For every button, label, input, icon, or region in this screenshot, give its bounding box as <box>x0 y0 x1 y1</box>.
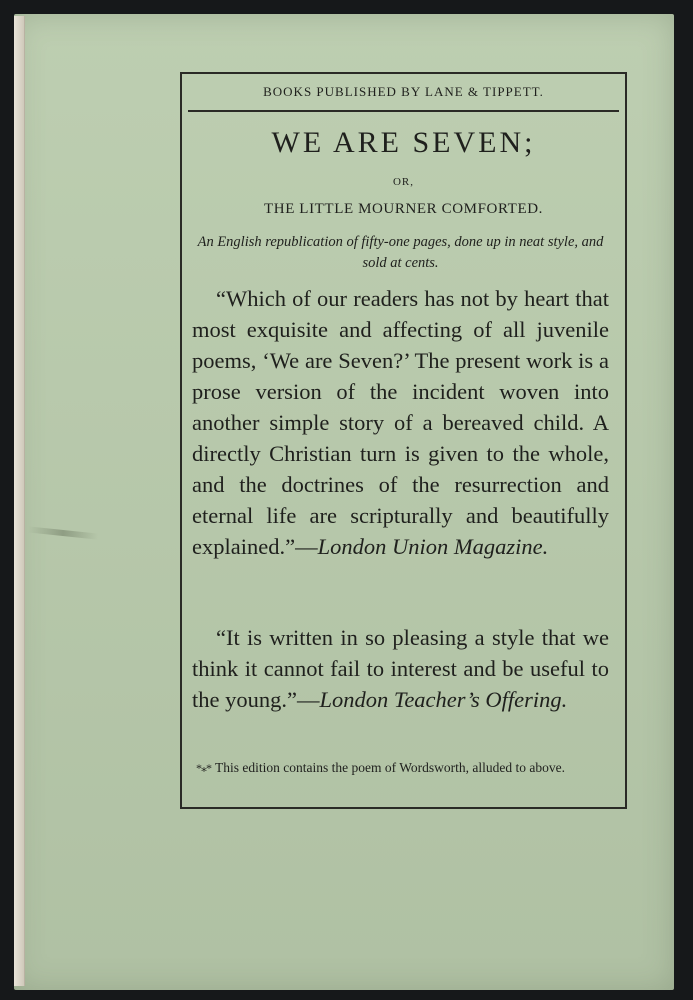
review-text: “Which of our readers has not by heart that most exquisite and affecting of all juvenile poems, ‘We are Seven?’ The present work is a prose version of the incident woven into another simple story of a bereaved child. A directly Christian turn is given to the whole, and the doctrines of the resurrection and eternal life are scripturally and beautifully explained.”— <box>192 286 609 559</box>
advertisement-panel <box>180 72 627 809</box>
publication-note: An English republication of fifty-one pages, done up in neat style, and sold at cents. <box>197 234 604 271</box>
review-quote <box>192 622 609 715</box>
review-source: London Teacher’s Offering. <box>319 687 568 712</box>
publisher-header: BOOKS PUBLISHED BY LANE & TIPPETT. <box>188 74 619 112</box>
page-edges <box>14 16 25 986</box>
asterism-mark: *⁎* <box>196 761 211 775</box>
footnote-text: This edition contains the poem of Wordsworth, alluded to above. <box>215 760 565 775</box>
title-or: OR, <box>392 176 415 188</box>
review-quote <box>192 283 609 562</box>
book-title: WE ARE SEVEN; <box>271 126 536 159</box>
book-subtitle: THE LITTLE MOURNER COMFORTED. <box>264 201 543 217</box>
edition-footnote <box>194 758 609 778</box>
review-text: “It is written in so pleasing a style that we think it cannot fail to interest and be useful to the young.”— <box>192 625 609 712</box>
review-source: London Union Magazine. <box>317 534 549 559</box>
